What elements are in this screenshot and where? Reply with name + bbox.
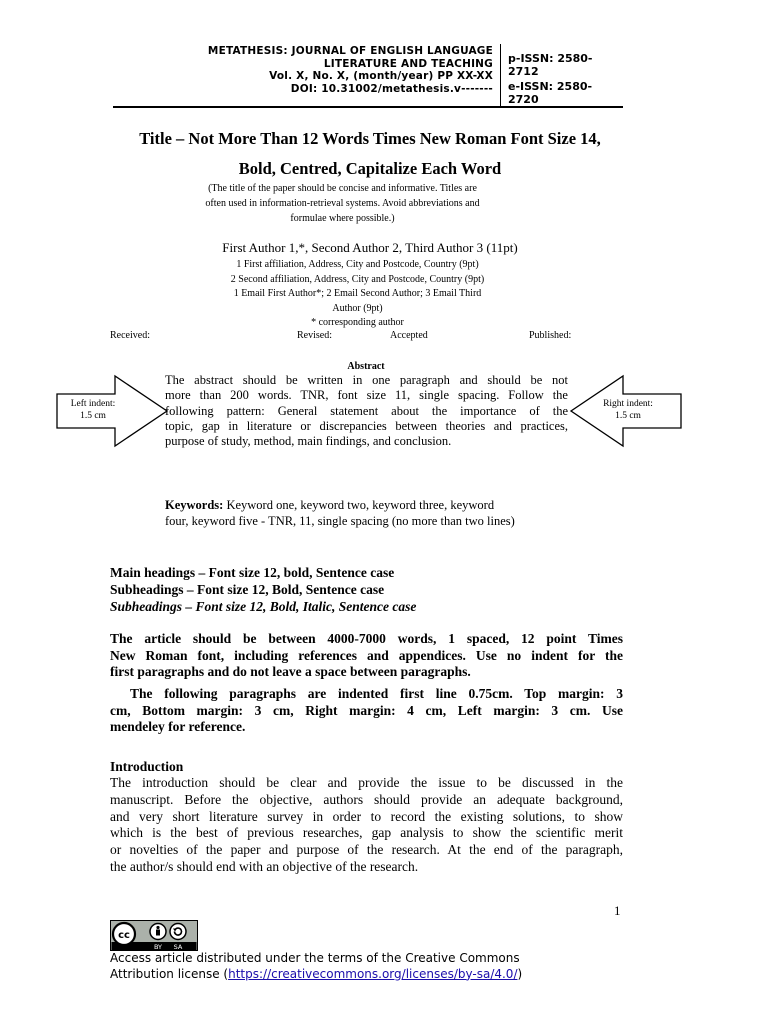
- page-number: 1: [614, 903, 621, 918]
- affiliations: [195, 258, 520, 331]
- corresponding-author: * corresponding author: [311, 317, 404, 328]
- rules-line: first paragraphs and do not leave a space between paragraphs.: [110, 664, 471, 679]
- abstract-line: purpose of study, method, main findings, and conclusion.: [165, 434, 452, 449]
- eissn-line1: e-ISSN: 2580-: [508, 80, 593, 93]
- keywords-label: Keywords:: [165, 498, 224, 512]
- emails-line1: 1 Email First Author*; 2 Email Second Author; 3 Email Third: [233, 288, 482, 299]
- article-rules-para2: [110, 686, 623, 736]
- rules-line: New Roman font, including references and appendices. Use no indent for the: [110, 647, 623, 663]
- journal-header: [150, 45, 493, 95]
- license-link[interactable]: https://creativecommons.org/licenses/by-sa/4.0/: [228, 966, 518, 981]
- published-label: Published:: [529, 330, 572, 341]
- keywords-line2: four, keyword five - TNR, 11, single spacing (no more than two lines): [165, 514, 515, 528]
- right-indent-value: 1.5 cm: [615, 410, 641, 421]
- left-indent-label: [58, 399, 128, 422]
- header-rule: [113, 106, 623, 108]
- rules-line: cm, Bottom margin: 3 cm, Right margin: 4 cm, Left margin: 3 cm. Use: [110, 702, 623, 718]
- intro-line: or novelties of the paper and purpose of the research. At the end of the paragraph,: [110, 842, 623, 858]
- article-rules-para1: [110, 631, 623, 681]
- sa-text: SA: [173, 943, 183, 951]
- title-note-line: often used in information-retrieval systems. Avoid abbreviations and: [205, 198, 480, 209]
- title-line2: Bold, Centred, Capitalize Each Word: [238, 159, 502, 178]
- revised-label: Revised:: [297, 330, 332, 341]
- intro-line: manuscript. Before the objective, authors should provide an adequate background,: [110, 791, 623, 807]
- received-label: Received:: [110, 330, 150, 341]
- journal-name-line1: METATHESIS: JOURNAL OF ENGLISH LANGUAGE: [207, 45, 493, 57]
- license-suffix: ): [517, 966, 523, 981]
- left-indent-text: Left indent:: [70, 399, 116, 409]
- author-names: First Author 1,*, Second Author 2, Third Author 3 (11pt): [222, 240, 518, 255]
- subsubheading-sample: Subheadings – Font size 12, Bold, Italic, Sentence case: [110, 598, 417, 614]
- doi: DOI: 10.31002/metathesis.v-------: [290, 82, 493, 95]
- paper-title: [100, 124, 640, 184]
- intro-line: the author/s should end with an objective of the research.: [110, 858, 419, 874]
- abstract-line: topic, gap in literature or discrepancies between theories and practices,: [165, 418, 568, 433]
- abstract-line: more than 200 words. TNR, font size 11, single spacing. Follow the: [165, 388, 568, 403]
- intro-line: The introduction should be clear and provide the issue to be discussed in the: [110, 775, 623, 790]
- introduction-body: [110, 775, 623, 876]
- title-note: [170, 181, 515, 226]
- abstract-body: [165, 373, 568, 449]
- license-line1: Access article distributed under the terms of the Creative Commons: [110, 951, 520, 965]
- main-heading-sample: Main headings – Font size 12, bold, Sentence case: [110, 565, 395, 580]
- emails-line2: Author (9pt): [332, 302, 383, 314]
- title-note-line: (The title of the paper should be concise and informative. Titles are: [208, 183, 477, 194]
- intro-line: and very short literature survey in order to record the existing solutions, to show: [110, 808, 623, 824]
- accepted-label: Accepted: [390, 330, 428, 341]
- rules-line: mendeley for reference.: [110, 719, 246, 734]
- eissn-line2: 2720: [508, 93, 539, 106]
- issn-block: [508, 52, 618, 106]
- license-prefix: Attribution license (: [110, 966, 229, 981]
- right-indent-label: [593, 399, 663, 422]
- pissn-line2: 2712: [508, 65, 539, 78]
- right-indent-text: Right indent:: [603, 399, 653, 409]
- pissn-line1: p-ISSN: 2580-: [508, 52, 593, 65]
- left-indent-value: 1.5 cm: [80, 410, 106, 421]
- cc-by-sa-badge-icon: [110, 920, 198, 951]
- abstract-line: The abstract should be written in one paragraph and should be not: [165, 373, 568, 387]
- abstract-line: following pattern: General statement about the importance of the: [165, 403, 568, 418]
- rules-line: The article should be between 4000-7000 words, 1 spaced, 12 point Times: [110, 631, 623, 646]
- volume-info: Vol. X, No. X, (month/year) PP XX-XX: [269, 70, 493, 82]
- abstract-heading: Abstract: [347, 361, 385, 372]
- license-line2: [110, 967, 630, 983]
- keywords: [165, 497, 585, 529]
- introduction-heading: Introduction: [110, 759, 184, 774]
- headings-guide: [110, 565, 630, 615]
- journal-name-line2: LITERATURE AND TEACHING: [323, 57, 493, 70]
- intro-line: which is the best of previous researches, gap analysis to show the scientific merit: [110, 825, 623, 841]
- cc-text: cc: [118, 930, 130, 941]
- keywords-line1: Keyword one, keyword two, keyword three, keyword: [226, 498, 495, 512]
- affiliation-2: 2 Second affiliation, Address, City and Postcode, Country (9pt): [230, 273, 485, 285]
- title-line1: Title – Not More Than 12 Words Times New Roman Font Size 14,: [139, 129, 601, 148]
- title-note-line: formulae where possible.): [290, 213, 395, 224]
- subheading-sample: Subheadings – Font size 12, Bold, Sentence case: [110, 581, 385, 597]
- license-text: [110, 951, 630, 982]
- header-divider: [500, 44, 501, 106]
- rules-line: The following paragraphs are indented first line 0.75cm. Top margin: 3: [130, 686, 623, 701]
- by-text: BY: [153, 943, 163, 951]
- affiliation-1: 1 First affiliation, Address, City and Postcode, Country (9pt): [236, 259, 479, 270]
